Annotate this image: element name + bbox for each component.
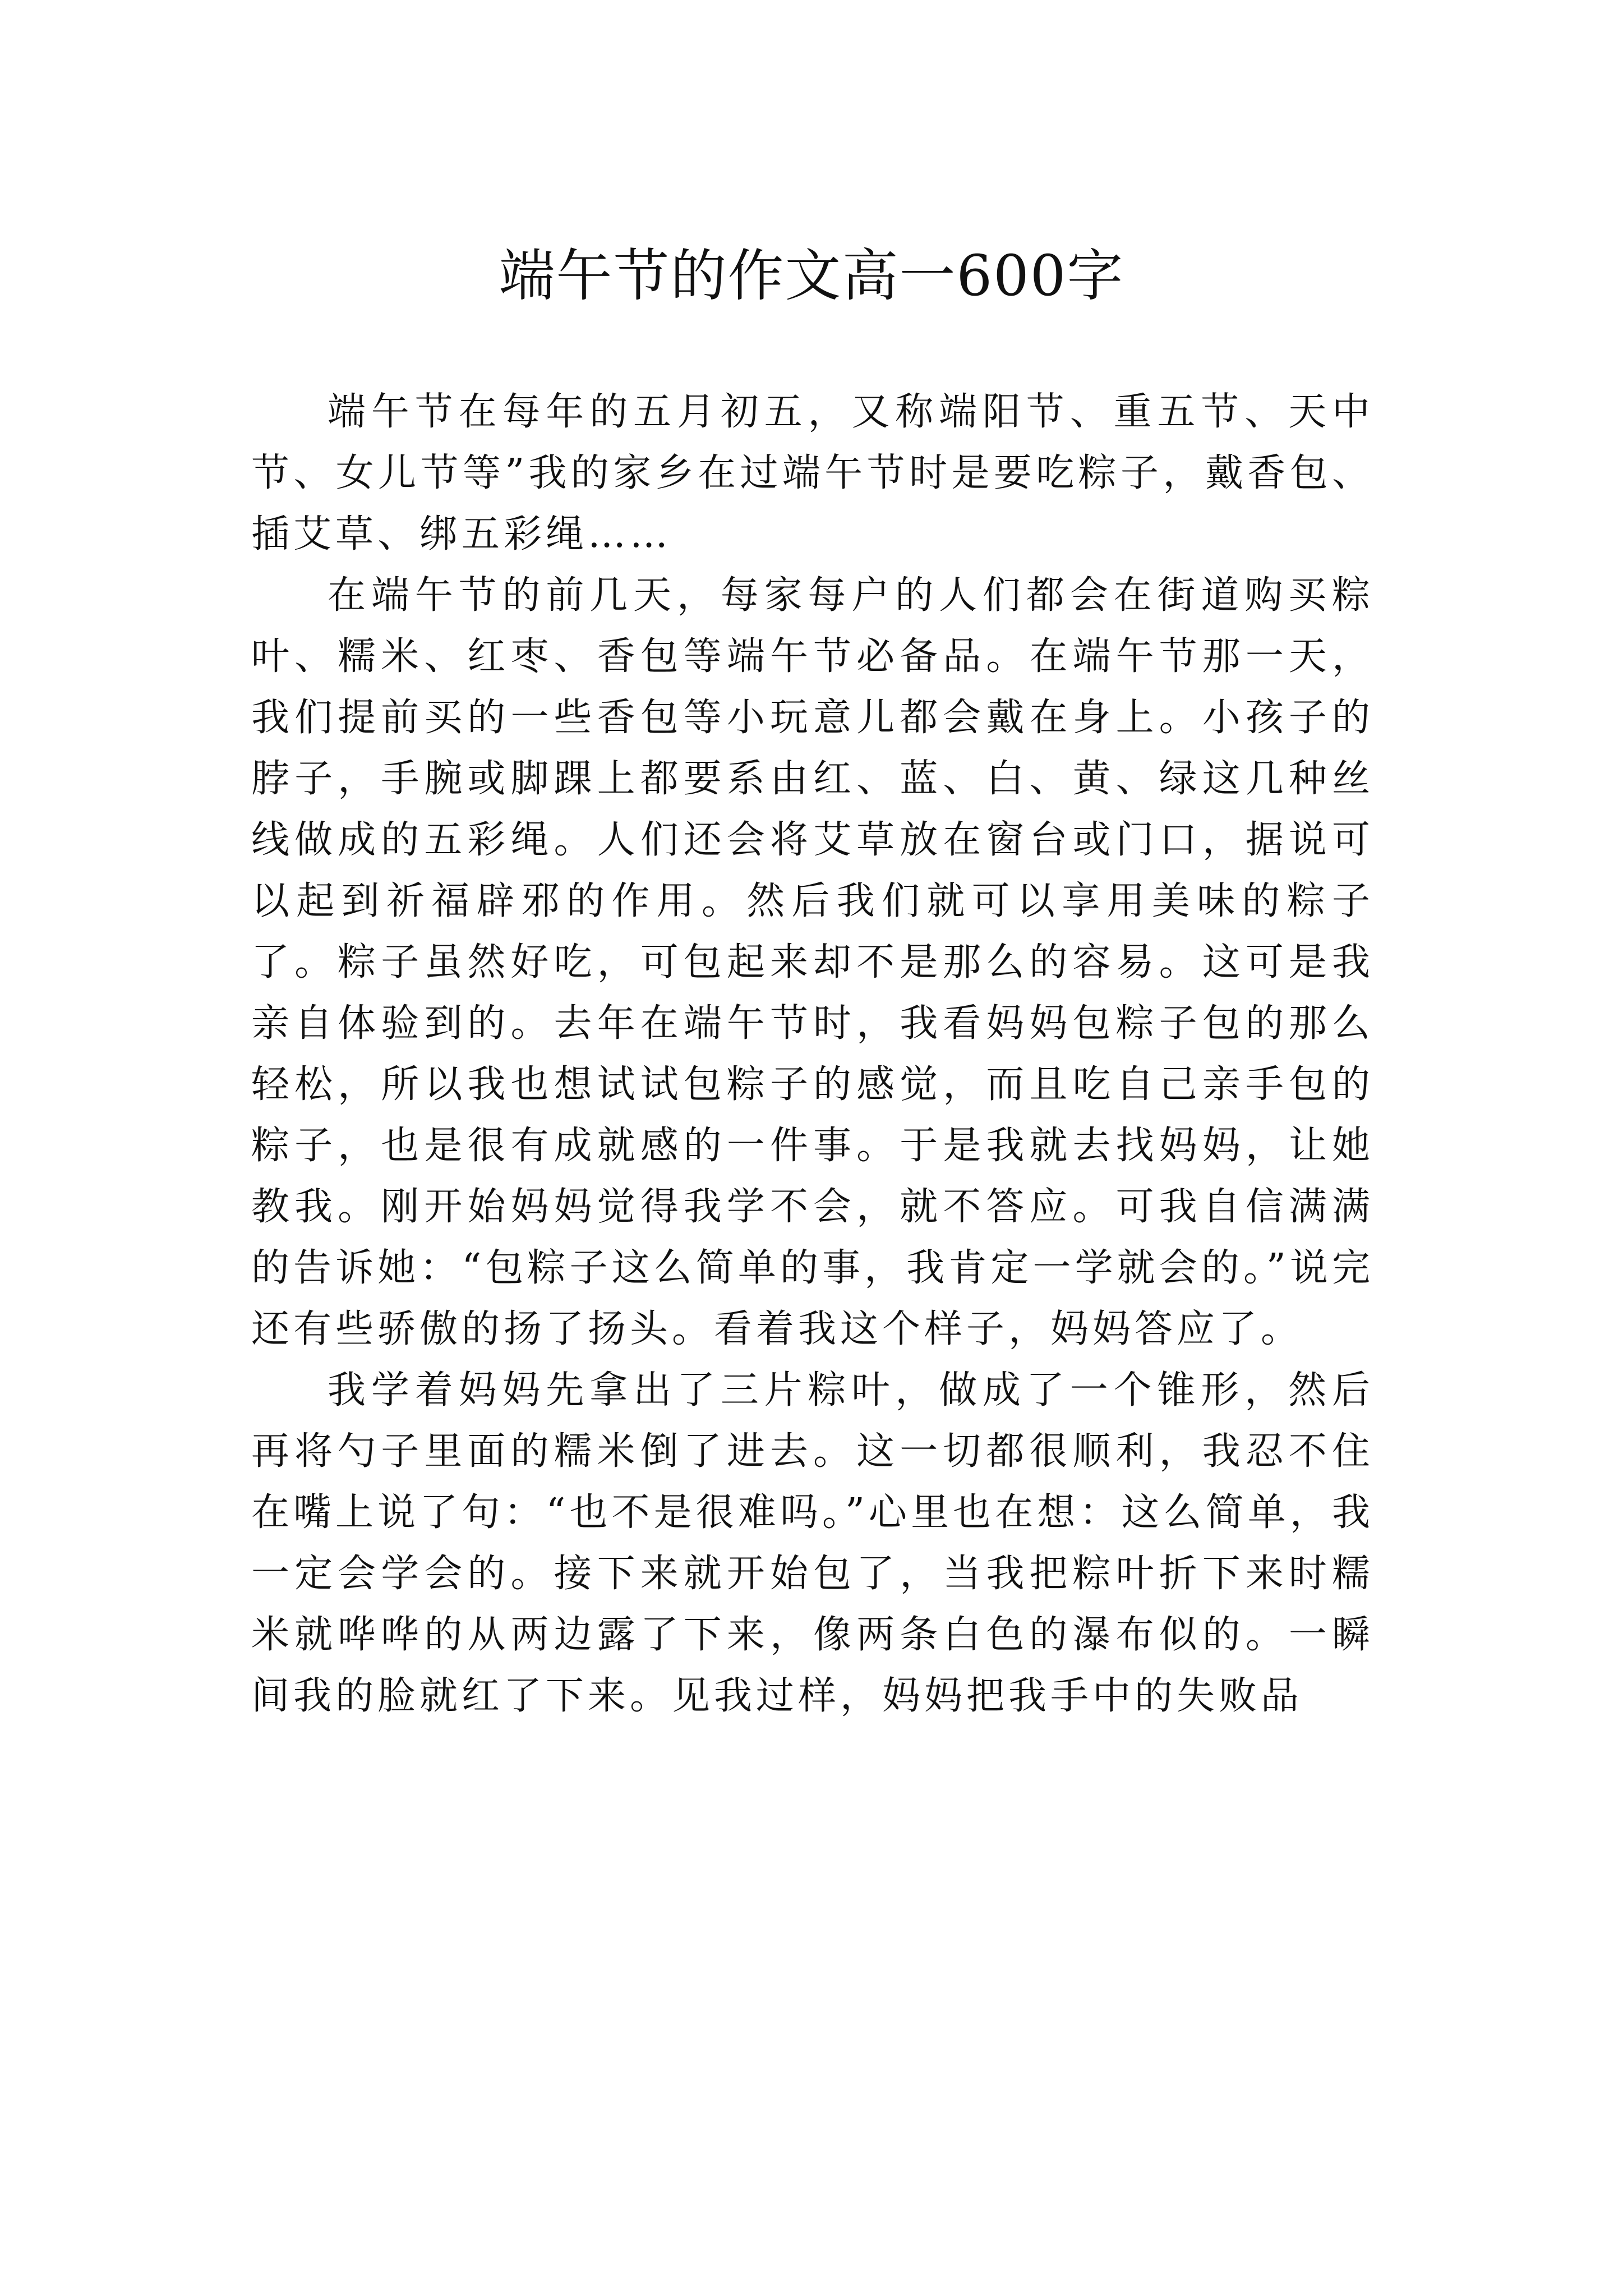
paragraph-2: 在端午节的前几天，每家每户的人们都会在街道购买粽叶、糯米、红枣、香包等端午节必备品。在端午节那一天，我们提前买的一些香包等小玩意儿都会戴在身上。小孩子的脖子，手腕或脚踝上都要系由红、蓝、白、黄、绿这几种丝线做成的五彩绳。人们还会将艾草放在窗台或门口，据说可以起到祈福辟邪的作用。然后我们就可以享用美味的粽子了。粽子虽然好吃，可包起来却不是那么的容易。这可是我亲自体验到的。去年在端午节时，我看妈妈包粽子包的那么轻松，所以我也想试试包粽子的感觉，而且吃自己亲手包的粽子，也是很有成就感的一件事。于是我就去找妈妈，让她教我。刚开始妈妈觉得我学不会，就不答应。可我自信满满的告诉她：“包粽子这么简单的事，我肯定一学就会的。”说完还有些骄傲的扬了扬头。看着我这个样子，妈妈答应了。 [251,573,1374,1351]
paragraph-1: 端午节在每年的五月初五，又称端阳节、重五节、天中节、女儿节等”我的家乡在过端午节时是要吃粽子，戴香包、插艾草、绑五彩绳…… [251,390,1375,556]
document-title: 端午节的作文高一600字 [499,243,1124,309]
document-body [251,381,1374,1727]
paragraph-3: 我学着妈妈先拿出了三片粽叶，做成了一个锥形，然后再将勺子里面的糯米倒了进去。这一切都很顺利，我忍不住在嘴上说了句：“也不是很难吗。”心里也在想：这么简单，我一定会学会的。接下来就开始包了，当我把粽叶折下来时糯米就哗哗的从两边露了下来，像两条白色的瀑布似的。一瞬间我的脸就红了下来。见我过样，妈妈把我手中的失败品 [251,1368,1374,1718]
